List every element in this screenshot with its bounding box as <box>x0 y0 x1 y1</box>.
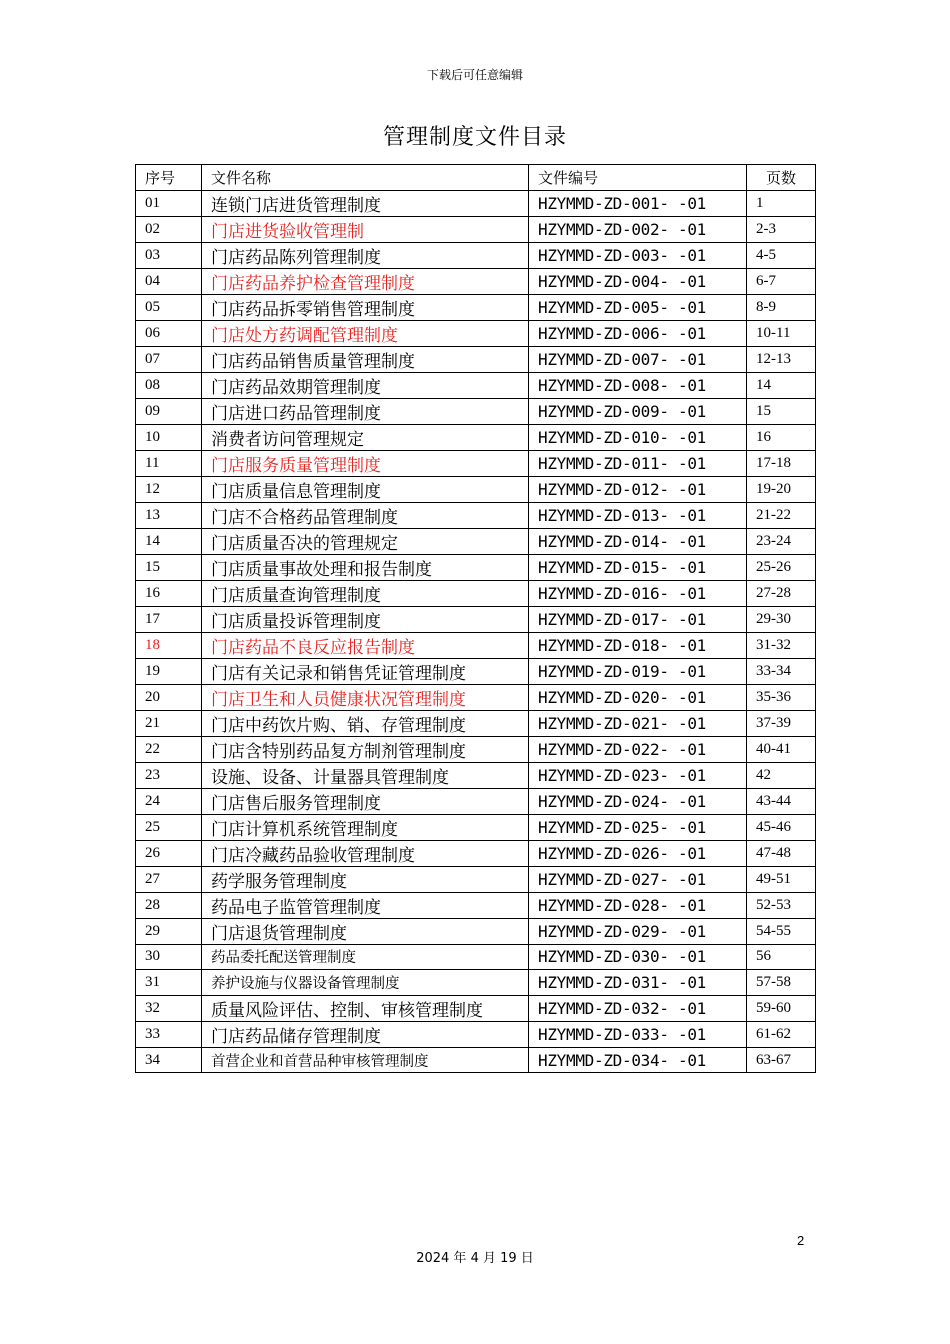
row-file-name: 质量风险评估、控制、审核管理制度 <box>202 995 529 1021</box>
footer-date: 2024 年 4 月 19 日 <box>416 1251 534 1266</box>
row-file-code: HZYMMD-ZD-004- -01 <box>529 268 747 294</box>
column-header-file-code: 文件编号 <box>529 165 747 191</box>
row-number: 14 <box>136 528 202 554</box>
row-number: 02 <box>136 216 202 242</box>
row-file-name: 连锁门店进货管理制度 <box>202 190 529 216</box>
row-file-name: 门店质量信息管理制度 <box>202 476 529 502</box>
row-file-code: HZYMMD-ZD-007- -01 <box>529 346 747 372</box>
row-number: 07 <box>136 346 202 372</box>
row-number: 21 <box>136 710 202 736</box>
table-row <box>136 788 816 814</box>
row-number: 13 <box>136 502 202 528</box>
table-row <box>136 1047 816 1073</box>
table-row <box>136 190 816 216</box>
table-row <box>136 995 816 1021</box>
column-header-pages: 页数 <box>747 165 816 191</box>
row-file-code: HZYMMD-ZD-006- -01 <box>529 320 747 346</box>
row-pages: 40-41 <box>747 736 816 762</box>
row-file-name: 门店质量否决的管理规定 <box>202 528 529 554</box>
row-file-name: 门店药品拆零销售管理制度 <box>202 294 529 320</box>
row-pages: 57-58 <box>747 970 816 996</box>
row-pages: 59-60 <box>747 995 816 1021</box>
row-number: 20 <box>136 684 202 710</box>
row-file-name: 门店药品效期管理制度 <box>202 372 529 398</box>
row-file-code: HZYMMD-ZD-022- -01 <box>529 736 747 762</box>
row-file-name: 门店冷藏药品验收管理制度 <box>202 840 529 866</box>
table-row <box>136 606 816 632</box>
row-file-code: HZYMMD-ZD-009- -01 <box>529 398 747 424</box>
row-file-code: HZYMMD-ZD-017- -01 <box>529 606 747 632</box>
page-number: 2 <box>797 1233 805 1248</box>
row-file-name: 门店药品销售质量管理制度 <box>202 346 529 372</box>
row-number: 04 <box>136 268 202 294</box>
row-file-code: HZYMMD-ZD-021- -01 <box>529 710 747 736</box>
row-number: 16 <box>136 580 202 606</box>
table-row <box>136 1021 816 1047</box>
row-pages: 61-62 <box>747 1021 816 1047</box>
row-number: 03 <box>136 242 202 268</box>
row-file-name: 门店中药饮片购、销、存管理制度 <box>202 710 529 736</box>
table-row <box>136 580 816 606</box>
row-file-name: 门店进货验收管理制 <box>202 216 529 242</box>
row-file-code: HZYMMD-ZD-029- -01 <box>529 918 747 944</box>
row-pages: 33-34 <box>747 658 816 684</box>
row-number: 05 <box>136 294 202 320</box>
row-file-name: 门店服务质量管理制度 <box>202 450 529 476</box>
row-file-code: HZYMMD-ZD-018- -01 <box>529 632 747 658</box>
row-file-name: 门店售后服务管理制度 <box>202 788 529 814</box>
table-row <box>136 346 816 372</box>
table-row <box>136 840 816 866</box>
row-file-code: HZYMMD-ZD-012- -01 <box>529 476 747 502</box>
row-file-code: HZYMMD-ZD-024- -01 <box>529 788 747 814</box>
row-file-name: 门店含特别药品复方制剂管理制度 <box>202 736 529 762</box>
row-file-name: 门店药品不良反应报告制度 <box>202 632 529 658</box>
row-file-name: 设施、设备、计量器具管理制度 <box>202 762 529 788</box>
row-file-name: 门店药品储存管理制度 <box>202 1021 529 1047</box>
row-file-code: HZYMMD-ZD-001- -01 <box>529 190 747 216</box>
row-file-name: 门店质量事故处理和报告制度 <box>202 554 529 580</box>
table-row <box>136 554 816 580</box>
row-file-code: HZYMMD-ZD-034- -01 <box>529 1047 747 1073</box>
table-row <box>136 684 816 710</box>
row-number: 33 <box>136 1021 202 1047</box>
table-row <box>136 502 816 528</box>
row-pages: 21-22 <box>747 502 816 528</box>
row-pages: 25-26 <box>747 554 816 580</box>
row-number: 31 <box>136 970 202 996</box>
header-note: 下载后可任意编辑 <box>426 68 523 82</box>
row-file-name: 门店药品陈列管理制度 <box>202 242 529 268</box>
row-number: 11 <box>136 450 202 476</box>
row-number: 27 <box>136 866 202 892</box>
row-pages: 12-13 <box>747 346 816 372</box>
row-number: 09 <box>136 398 202 424</box>
row-number: 01 <box>136 190 202 216</box>
row-file-code: HZYMMD-ZD-030- -01 <box>529 944 747 970</box>
row-pages: 29-30 <box>747 606 816 632</box>
table-row <box>136 710 816 736</box>
row-number: 06 <box>136 320 202 346</box>
row-number: 25 <box>136 814 202 840</box>
row-number: 30 <box>136 944 202 970</box>
table-row <box>136 762 816 788</box>
row-number: 23 <box>136 762 202 788</box>
row-file-code: HZYMMD-ZD-016- -01 <box>529 580 747 606</box>
row-pages: 19-20 <box>747 476 816 502</box>
row-pages: 43-44 <box>747 788 816 814</box>
row-number: 24 <box>136 788 202 814</box>
row-pages: 35-36 <box>747 684 816 710</box>
table-row <box>136 918 816 944</box>
file-index-table <box>135 164 816 1073</box>
table-row <box>136 450 816 476</box>
row-pages: 56 <box>747 944 816 970</box>
row-pages: 31-32 <box>747 632 816 658</box>
row-pages: 1 <box>747 190 816 216</box>
row-file-code: HZYMMD-ZD-010- -01 <box>529 424 747 450</box>
table-row <box>136 658 816 684</box>
row-file-name: 首营企业和首营品种审核管理制度 <box>202 1047 529 1073</box>
row-file-code: HZYMMD-ZD-005- -01 <box>529 294 747 320</box>
row-file-code: HZYMMD-ZD-015- -01 <box>529 554 747 580</box>
row-number: 29 <box>136 918 202 944</box>
row-pages: 63-67 <box>747 1047 816 1073</box>
table-row <box>136 398 816 424</box>
row-pages: 16 <box>747 424 816 450</box>
row-file-name: 门店有关记录和销售凭证管理制度 <box>202 658 529 684</box>
table-row <box>136 216 816 242</box>
table-row <box>136 632 816 658</box>
table-row <box>136 528 816 554</box>
table-row <box>136 814 816 840</box>
row-file-name: 药品委托配送管理制度 <box>202 944 529 970</box>
row-pages: 10-11 <box>747 320 816 346</box>
table-row <box>136 294 816 320</box>
row-file-name: 门店处方药调配管理制度 <box>202 320 529 346</box>
table-row <box>136 944 816 970</box>
table-row <box>136 320 816 346</box>
table-row <box>136 866 816 892</box>
row-file-code: HZYMMD-ZD-013- -01 <box>529 502 747 528</box>
table-row <box>136 970 816 996</box>
row-number: 26 <box>136 840 202 866</box>
row-pages: 23-24 <box>747 528 816 554</box>
row-file-name: 门店质量查询管理制度 <box>202 580 529 606</box>
row-file-code: HZYMMD-ZD-019- -01 <box>529 658 747 684</box>
row-pages: 49-51 <box>747 866 816 892</box>
row-file-code: HZYMMD-ZD-003- -01 <box>529 242 747 268</box>
row-file-code: HZYMMD-ZD-020- -01 <box>529 684 747 710</box>
table-row <box>136 268 816 294</box>
row-file-code: HZYMMD-ZD-025- -01 <box>529 814 747 840</box>
row-file-name: 门店质量投诉管理制度 <box>202 606 529 632</box>
row-pages: 27-28 <box>747 580 816 606</box>
row-pages: 37-39 <box>747 710 816 736</box>
row-number: 22 <box>136 736 202 762</box>
row-file-code: HZYMMD-ZD-026- -01 <box>529 840 747 866</box>
row-number: 12 <box>136 476 202 502</box>
document-title: 管理制度文件目录 <box>382 125 567 150</box>
row-file-code: HZYMMD-ZD-014- -01 <box>529 528 747 554</box>
row-file-code: HZYMMD-ZD-008- -01 <box>529 372 747 398</box>
row-pages: 42 <box>747 762 816 788</box>
row-file-name: 药品电子监管管理制度 <box>202 892 529 918</box>
row-number: 34 <box>136 1047 202 1073</box>
row-file-name: 消费者访问管理规定 <box>202 424 529 450</box>
row-number: 15 <box>136 554 202 580</box>
row-file-name: 养护设施与仪器设备管理制度 <box>202 970 529 996</box>
row-file-name: 门店退货管理制度 <box>202 918 529 944</box>
row-number: 19 <box>136 658 202 684</box>
row-file-name: 门店卫生和人员健康状况管理制度 <box>202 684 529 710</box>
row-file-name: 门店不合格药品管理制度 <box>202 502 529 528</box>
row-file-code: HZYMMD-ZD-002- -01 <box>529 216 747 242</box>
row-pages: 52-53 <box>747 892 816 918</box>
table-row <box>136 242 816 268</box>
row-pages: 47-48 <box>747 840 816 866</box>
row-file-code: HZYMMD-ZD-027- -01 <box>529 866 747 892</box>
row-pages: 15 <box>747 398 816 424</box>
row-file-name: 药学服务管理制度 <box>202 866 529 892</box>
row-file-code: HZYMMD-ZD-032- -01 <box>529 995 747 1021</box>
table-row <box>136 736 816 762</box>
row-pages: 8-9 <box>747 294 816 320</box>
row-file-name: 门店计算机系统管理制度 <box>202 814 529 840</box>
column-header-file-name: 文件名称 <box>202 165 529 191</box>
row-pages: 54-55 <box>747 918 816 944</box>
column-header-number: 序号 <box>136 165 202 191</box>
table-row <box>136 372 816 398</box>
row-file-name: 门店进口药品管理制度 <box>202 398 529 424</box>
table-row <box>136 892 816 918</box>
row-pages: 6-7 <box>747 268 816 294</box>
row-file-code: HZYMMD-ZD-023- -01 <box>529 762 747 788</box>
row-pages: 4-5 <box>747 242 816 268</box>
row-file-code: HZYMMD-ZD-028- -01 <box>529 892 747 918</box>
row-number: 08 <box>136 372 202 398</box>
row-file-name: 门店药品养护检查管理制度 <box>202 268 529 294</box>
row-file-code: HZYMMD-ZD-011- -01 <box>529 450 747 476</box>
row-number: 17 <box>136 606 202 632</box>
row-pages: 2-3 <box>747 216 816 242</box>
table-body <box>136 190 816 1073</box>
row-number: 10 <box>136 424 202 450</box>
table-row <box>136 476 816 502</box>
row-pages: 17-18 <box>747 450 816 476</box>
row-pages: 45-46 <box>747 814 816 840</box>
table-header-row <box>136 165 816 191</box>
row-number: 32 <box>136 995 202 1021</box>
row-pages: 14 <box>747 372 816 398</box>
row-file-code: HZYMMD-ZD-031- -01 <box>529 970 747 996</box>
table-row <box>136 424 816 450</box>
row-number: 18 <box>136 632 202 658</box>
row-file-code: HZYMMD-ZD-033- -01 <box>529 1021 747 1047</box>
row-number: 28 <box>136 892 202 918</box>
